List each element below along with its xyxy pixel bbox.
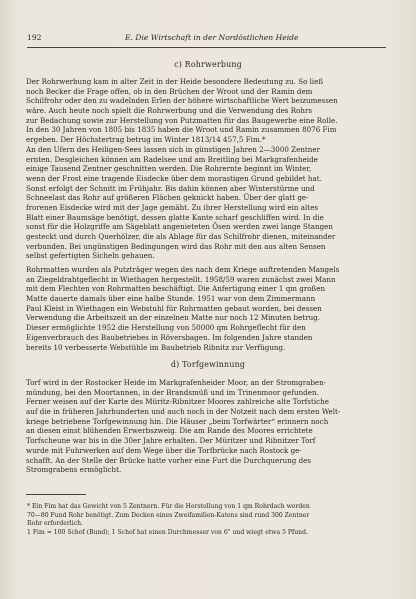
- text-line: mündung, bei den Moortannen, in der Brandsmüß und im Trinenmoor gefunden.: [26, 387, 319, 397]
- footnote-line: Rohr erforderlich.: [27, 520, 83, 528]
- footnotes: [27, 503, 387, 537]
- text-line: Matte dauerte damals über eine halbe Stunde. 1951 war von dem Zimmermann: [26, 294, 316, 304]
- text-line: Ferner weisen auf der Karte des Müritz-Ribnitzer Moores zahlreiche alte Torfstiche: [26, 397, 329, 407]
- header-rule: [27, 47, 386, 48]
- text-line: ernten. Desgleichen können am Radelsee und am Breitling bei Markgrafenheide: [26, 154, 318, 164]
- text-line: verbunden. Bei ungünstigen Bedingungen wird das Rohr mit den aus alten Sensen: [26, 241, 326, 251]
- text-line: gesteckt und durch Querhölzer, die als Ablage für das Schilfrohr dienen, miteinander: [26, 232, 336, 241]
- text-line: Paul Kleist in Wiethagen ein Webstuhl für Rohrmatten gebaut worden, bei dessen: [26, 303, 322, 313]
- section-title-torfgewinnung: d) Torfgewinnung: [170, 360, 246, 369]
- text-line: wurde mit Fuhrwerken auf dem Wege über die Torfbrücke nach Rostock ge-: [26, 445, 302, 455]
- text-line: mit dem Flechten von Rohrmatten beschäftigt. Die Anfertigung einer 1 qm großen: [26, 284, 326, 294]
- text-line: Torfscheune war bis in die 30er Jahre erhalten. Der Müritzer und Ribnitzer Torf: [26, 436, 316, 446]
- text-line: In den 30 Jahren von 1805 bis 1835 haben die Wroot und Ramin zusammen 8076 Fim: [26, 125, 337, 135]
- footnote-rule: [26, 494, 86, 495]
- text-line: Verwendung die Arbeitszeit an der einzelnen Matte nur noch 12 Minuten betrug.: [26, 313, 320, 323]
- footnote-line: 1 Fim = 100 Schof (Bund); 1 Schof hat einen Durchmesser von 6" und wiegt etwa 5 Pfund.: [27, 528, 308, 536]
- text-line: Der Rohrwerbung kam in alter Zeit in der Heide besondere Bedeutung zu. So ließ: [26, 77, 324, 86]
- page-header: [27, 32, 390, 44]
- text-line: einige Tausend Zentner geschnitten werden. Die Rohrernte beginnt im Winter,: [26, 164, 312, 174]
- text-line: zur Bedachung sowie zur Herstellung von Putzmatten für das Baugewerbe eine Rolle.: [26, 115, 338, 125]
- text-line: Dieser ermöglichte 1952 die Herstellung von 50000 qm Rohrgeflecht für den: [26, 323, 306, 333]
- text-line: an Ziegeldrahtgeflecht in Wiethagen hergestellt. 1958/59 waren zunächst zwei Mann: [26, 274, 336, 284]
- text-line: selbst gefertigten Sicheln gehauen.: [26, 251, 155, 261]
- paragraph-rohrwerbung: [26, 77, 386, 261]
- text-line: Eigenverbrauch des Baubetriebes in Röversbagen. Im folgenden Jahre standen: [26, 332, 313, 342]
- text-line: Stromgrabens ermöglicht.: [26, 465, 122, 475]
- text-line: An den Ufern des Heiligen-Sees lassen sich in günstigen Jahren 2—3000 Zentner: [26, 144, 321, 154]
- running-title: E. Die Wirtschaft in der Nordöstlichen Heide: [125, 33, 299, 42]
- text-line: Rohrmatten wurden als Putzträger wegen des nach dem Kriege auftretenden Mangels: [26, 265, 340, 274]
- page-number: 192: [27, 33, 42, 42]
- text-line: noch Becker die Frage offen, ob in den Brüchen der Wroot und der Ramin dem: [26, 86, 313, 96]
- text-line: Schneelast das Rohr auf größeren Flächen geknickt haben. Über der glatt ge-: [26, 193, 309, 203]
- text-line: wenn der Frost eine tragende Eisdecke über dem morastigen Grund gebildet hat.: [26, 173, 322, 183]
- text-line: an diesen einst blühenden Erwerbszweig. Die am Rande des Moores errichtete: [26, 426, 313, 436]
- text-line: frorenen Eisdecke wird mit der Jage gemäht. Zu ihrer Herstellung wird ein altes: [26, 202, 319, 212]
- section-title-rohrwerbung: c) Rohrwerbung: [174, 60, 242, 69]
- text-line: wäre. Auch heute noch spielt die Rohrwerbung und die Verwendung des Rohrs: [26, 106, 313, 116]
- paragraph-rohrmatten: [26, 265, 386, 352]
- text-line: ergeben. Der Höchstertrag betrug im Winter 1813/14 457,5 Fim.*: [26, 135, 266, 145]
- text-line: sonst für die Holzgriffe am Sägeblatt angenieteten Ösen werden zwei lange Stangen: [26, 222, 333, 232]
- footnote-line: 70—80 Fund Rohr benötigt. Zum Decken eines Zweifamilien-Katens sind rund 300 Zentner: [27, 511, 310, 519]
- text-line: auf die in früheren Jahrhunderten und auch noch in der Notzeit nach dem ersten Welt-: [26, 407, 341, 417]
- text-line: bereits 10 verbesserte Webstühle im Baubetrieb Ribnitz zur Verfügung.: [26, 342, 286, 352]
- text-line: Schilfrohr oder den zu wadelnden Erlen der höhere wirtschaftliche Wert beizumessen: [26, 96, 338, 106]
- text-line: Blatt einer Baumsäge benötigt, dessen glatte Kante scharf geschliffen wird. In die: [26, 212, 324, 222]
- text-line: Torf wird in der Rostocker Heide im Markgrafenheider Moor, an der Stromgraben-: [26, 378, 327, 387]
- text-line: Sonst erfolgt der Schnitt im Frühjahr. Bis dahin können aber Winterstürme und: [26, 183, 315, 193]
- footnote-line: * Ein Fim hat das Gewicht von 5 Zentnern. Für die Herstellung von 1 qm Rohrdach werden: [27, 503, 310, 510]
- paragraph-torfgewinnung: [26, 378, 386, 475]
- text-line: schafft. An der Stelle der Brücke hatte vorher eine Furt die Durchquerung des: [26, 455, 312, 465]
- text-line: kriege betriebene Torfgewinnung hin. Die Häuser „beim Torfwärter“ erinnern noch: [26, 416, 329, 426]
